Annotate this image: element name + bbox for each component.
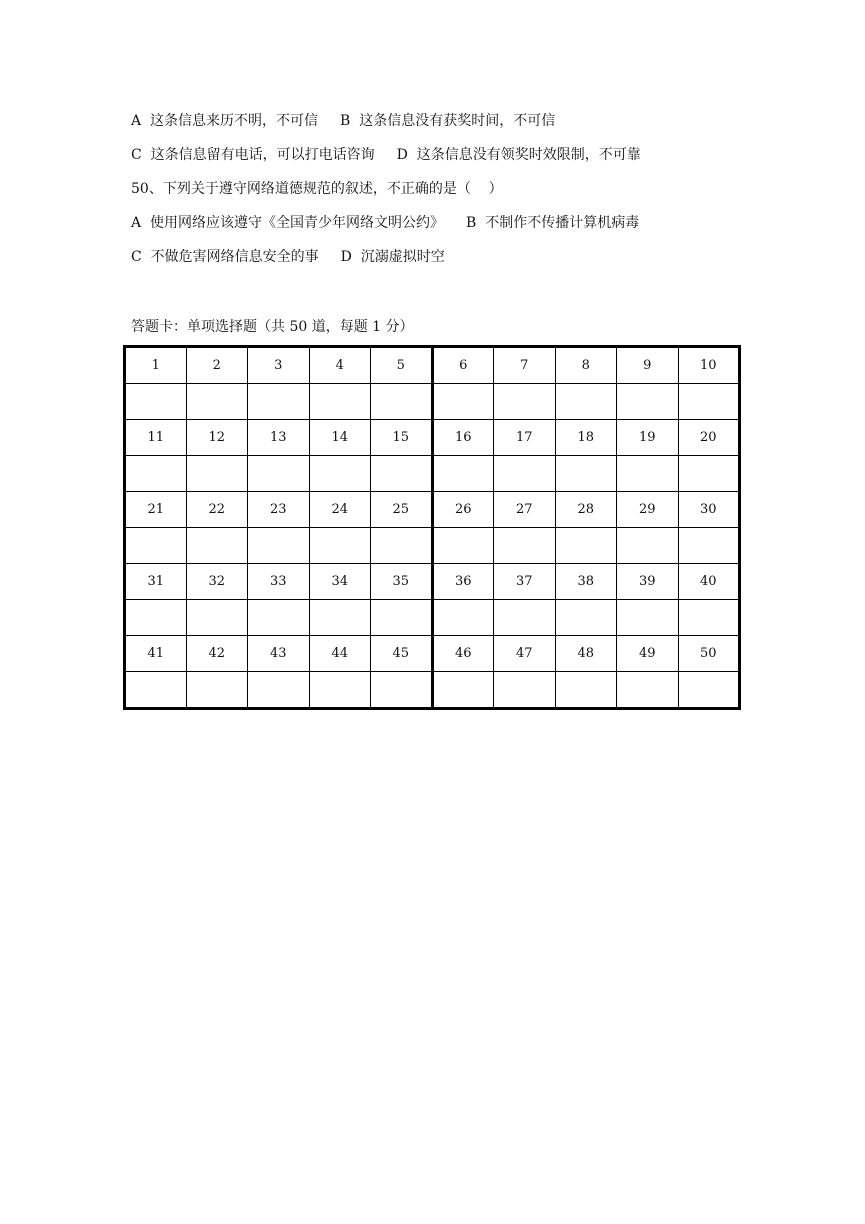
question-number-cell: 12 (186, 420, 248, 456)
answer-cell[interactable] (432, 456, 494, 492)
option-line-c-d (131, 145, 641, 165)
answer-cell[interactable] (494, 672, 556, 709)
answer-cell[interactable] (248, 528, 310, 564)
answer-cell[interactable] (125, 528, 187, 564)
option-c: C 这条信息留有电话，可以打电话咨询 (131, 147, 375, 163)
question-number-cell: 40 (678, 564, 740, 600)
answer-cell[interactable] (617, 456, 679, 492)
answer-cell[interactable] (494, 456, 556, 492)
question-number-cell: 27 (494, 492, 556, 528)
answer-row (125, 384, 740, 420)
question-number-cell: 50 (678, 636, 740, 672)
question-number-cell: 20 (678, 420, 740, 456)
question-number-cell: 11 (125, 420, 187, 456)
number-row (125, 347, 740, 384)
question-number-cell: 8 (555, 347, 617, 384)
question-50 (131, 179, 503, 199)
question-number-cell: 22 (186, 492, 248, 528)
question-number-cell: 48 (555, 636, 617, 672)
question-number-cell: 39 (617, 564, 679, 600)
answer-cell[interactable] (494, 600, 556, 636)
answer-card-table (123, 345, 741, 710)
question-number-cell: 43 (248, 636, 310, 672)
question-number-cell: 28 (555, 492, 617, 528)
answer-cell[interactable] (555, 528, 617, 564)
option-b: B 这条信息没有获奖时间，不可信 (340, 113, 556, 129)
question-number-cell: 6 (432, 347, 494, 384)
question-number-cell: 44 (309, 636, 371, 672)
question-number-cell: 24 (309, 492, 371, 528)
question-number-cell: 14 (309, 420, 371, 456)
q50-option-c: C 不做危害网络信息安全的事 (131, 249, 319, 265)
question-text: 50、下列关于遵守网络道德规范的叙述，不正确的是（ ） (131, 181, 503, 197)
question-number-cell: 2 (186, 347, 248, 384)
answer-cell[interactable] (555, 672, 617, 709)
option-line-a-b (131, 111, 555, 131)
q50-option-d: D 沉溺虚拟时空 (340, 249, 445, 265)
q50-option-a: A 使用网络应该遵守《全国青少年网络文明公约》 (131, 215, 445, 231)
answer-cell[interactable] (371, 384, 433, 420)
question-number-cell: 10 (678, 347, 740, 384)
answer-cell[interactable] (186, 672, 248, 709)
question-number-cell: 5 (371, 347, 433, 384)
answer-cell[interactable] (617, 672, 679, 709)
answer-row (125, 528, 740, 564)
question-number-cell: 25 (371, 492, 433, 528)
question-number-cell: 46 (432, 636, 494, 672)
answer-row (125, 456, 740, 492)
answer-cell[interactable] (678, 528, 740, 564)
answer-cell[interactable] (248, 456, 310, 492)
question-number-cell: 7 (494, 347, 556, 384)
answer-cell[interactable] (678, 600, 740, 636)
answer-cell[interactable] (617, 528, 679, 564)
question-number-cell: 1 (125, 347, 187, 384)
answer-cell[interactable] (432, 384, 494, 420)
option-a: A 这条信息来历不明，不可信 (131, 113, 319, 129)
question-number-cell: 33 (248, 564, 310, 600)
answer-cell[interactable] (125, 384, 187, 420)
answer-cell[interactable] (678, 456, 740, 492)
question-number-cell: 15 (371, 420, 433, 456)
q50-option-line-a-b (131, 213, 639, 233)
option-d: D 这条信息没有领奖时效限制，不可靠 (396, 147, 641, 163)
answer-cell[interactable] (617, 600, 679, 636)
question-number-cell: 41 (125, 636, 187, 672)
question-number-cell: 9 (617, 347, 679, 384)
answer-cell[interactable] (309, 456, 371, 492)
answer-cell[interactable] (371, 672, 433, 709)
question-number-cell: 49 (617, 636, 679, 672)
number-row (125, 636, 740, 672)
question-number-cell: 21 (125, 492, 187, 528)
number-row (125, 492, 740, 528)
answer-cell[interactable] (371, 528, 433, 564)
question-number-cell: 31 (125, 564, 187, 600)
question-number-cell: 26 (432, 492, 494, 528)
answer-cell[interactable] (309, 528, 371, 564)
number-row (125, 564, 740, 600)
question-number-cell: 30 (678, 492, 740, 528)
answer-cell[interactable] (371, 456, 433, 492)
answer-cell[interactable] (309, 600, 371, 636)
answer-cell[interactable] (371, 600, 433, 636)
answer-cell[interactable] (617, 384, 679, 420)
answer-cell[interactable] (248, 600, 310, 636)
question-number-cell: 4 (309, 347, 371, 384)
answer-cell[interactable] (494, 384, 556, 420)
question-number-cell: 3 (248, 347, 310, 384)
question-number-cell: 18 (555, 420, 617, 456)
answer-cell[interactable] (678, 384, 740, 420)
question-number-cell: 23 (248, 492, 310, 528)
answer-cell[interactable] (186, 456, 248, 492)
question-number-cell: 19 (617, 420, 679, 456)
answer-cell[interactable] (309, 672, 371, 709)
answer-row (125, 672, 740, 709)
question-number-cell: 13 (248, 420, 310, 456)
answer-cell[interactable] (248, 384, 310, 420)
question-number-cell: 42 (186, 636, 248, 672)
question-number-cell: 29 (617, 492, 679, 528)
number-row (125, 420, 740, 456)
answer-cell[interactable] (125, 456, 187, 492)
answer-cell[interactable] (432, 672, 494, 709)
answer-cell[interactable] (186, 600, 248, 636)
answer-cell[interactable] (555, 600, 617, 636)
question-number-cell: 34 (309, 564, 371, 600)
answer-cell[interactable] (494, 528, 556, 564)
answer-row (125, 600, 740, 636)
answer-cell[interactable] (555, 456, 617, 492)
answer-cell[interactable] (248, 672, 310, 709)
answer-cell[interactable] (309, 384, 371, 420)
answer-cell[interactable] (186, 528, 248, 564)
answer-cell[interactable] (678, 672, 740, 709)
question-number-cell: 45 (371, 636, 433, 672)
question-number-cell: 35 (371, 564, 433, 600)
answer-card-title: 答题卡：单项选择题（共 50 道，每题 1 分） (131, 319, 414, 335)
answer-cell[interactable] (186, 384, 248, 420)
question-number-cell: 16 (432, 420, 494, 456)
answer-cell[interactable] (125, 600, 187, 636)
question-number-cell: 17 (494, 420, 556, 456)
answer-cell[interactable] (125, 672, 187, 709)
question-number-cell: 36 (432, 564, 494, 600)
answer-cell[interactable] (432, 600, 494, 636)
question-number-cell: 32 (186, 564, 248, 600)
q50-option-line-c-d (131, 247, 445, 267)
answer-cell[interactable] (432, 528, 494, 564)
answer-cell[interactable] (555, 384, 617, 420)
question-number-cell: 38 (555, 564, 617, 600)
question-number-cell: 47 (494, 636, 556, 672)
q50-option-b: B 不制作不传播计算机病毒 (466, 215, 640, 231)
question-number-cell: 37 (494, 564, 556, 600)
